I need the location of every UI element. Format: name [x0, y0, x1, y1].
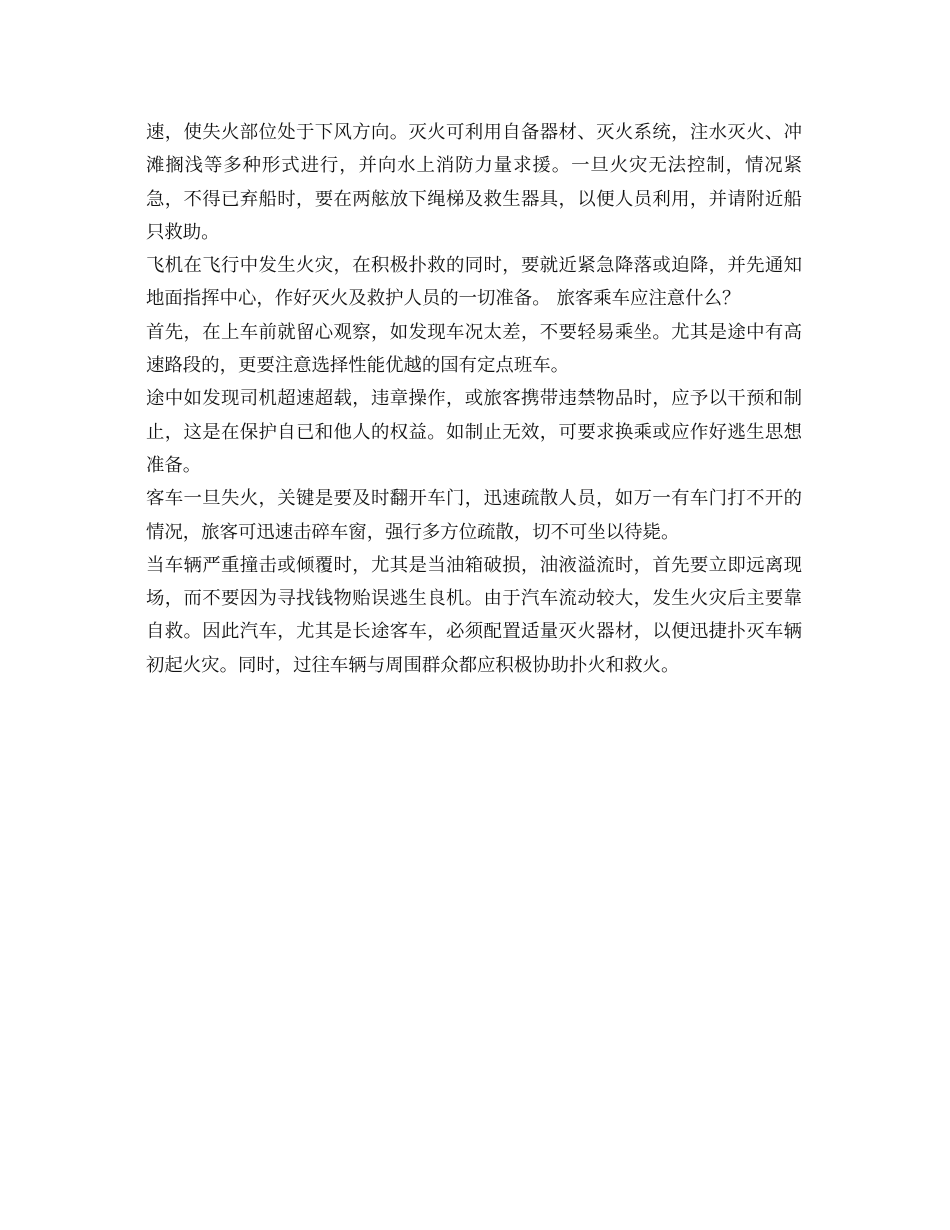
paragraph-ship-fire: 速，使失火部位处于下风方向。灭火可利用自备器材、灭火系统，注水灭火、冲滩搁浅等多种形式进行，并向水上消防力量求援。一旦火灾无法控制，情况紧急，不得已弃船时，要在两舷放下绳梯及救生器具，以便人员利用，并请附近船只救助。 — [146, 122, 802, 243]
paragraph-before-boarding: 首先，在上车前就留心观察，如发现车况太差，不要轻易乘坐。尤其是途中有高速路段的，更要注意选择性能优越的国有定点班车。 — [146, 321, 802, 377]
paragraph-collision: 当车辆严重撞击或倾覆时，尤其是当油箱破损，油液溢流时，首先要立即远离现场，而不要因为寻找钱物贻误逃生良机。由于汽车流动较大，发生火灾后主要靠自救。因此汽车，尤其是长途客车，必须配置适量灭火器材，以便迅捷扑灭车辆初起火灾。同时，过往车辆与周围群众都应积极协助扑火和救火。 — [146, 554, 802, 676]
paragraph-aircraft-fire: 飞机在飞行中发生火灾，在积极扑救的同时，要就近紧急降落或迫降，并先通知地面指挥中心，作好灭火及救护人员的一切准备。 旅客乘车应注意什么？ — [146, 255, 802, 310]
document-body — [146, 116, 802, 682]
paragraph-during-trip: 途中如发现司机超速超载，违章操作，或旅客携带违禁物品时，应予以干预和制止，这是在保护自已和他人的权益。如制止无效，可要求换乘或应作好逃生思想准备。 — [146, 388, 802, 476]
paragraph-bus-fire: 客车一旦失火，关键是要及时翻开车门，迅速疏散人员，如万一有车门打不开的情况，旅客可迅速击碎车窗，强行多方位疏散，切不可坐以待毙。 — [146, 488, 802, 543]
